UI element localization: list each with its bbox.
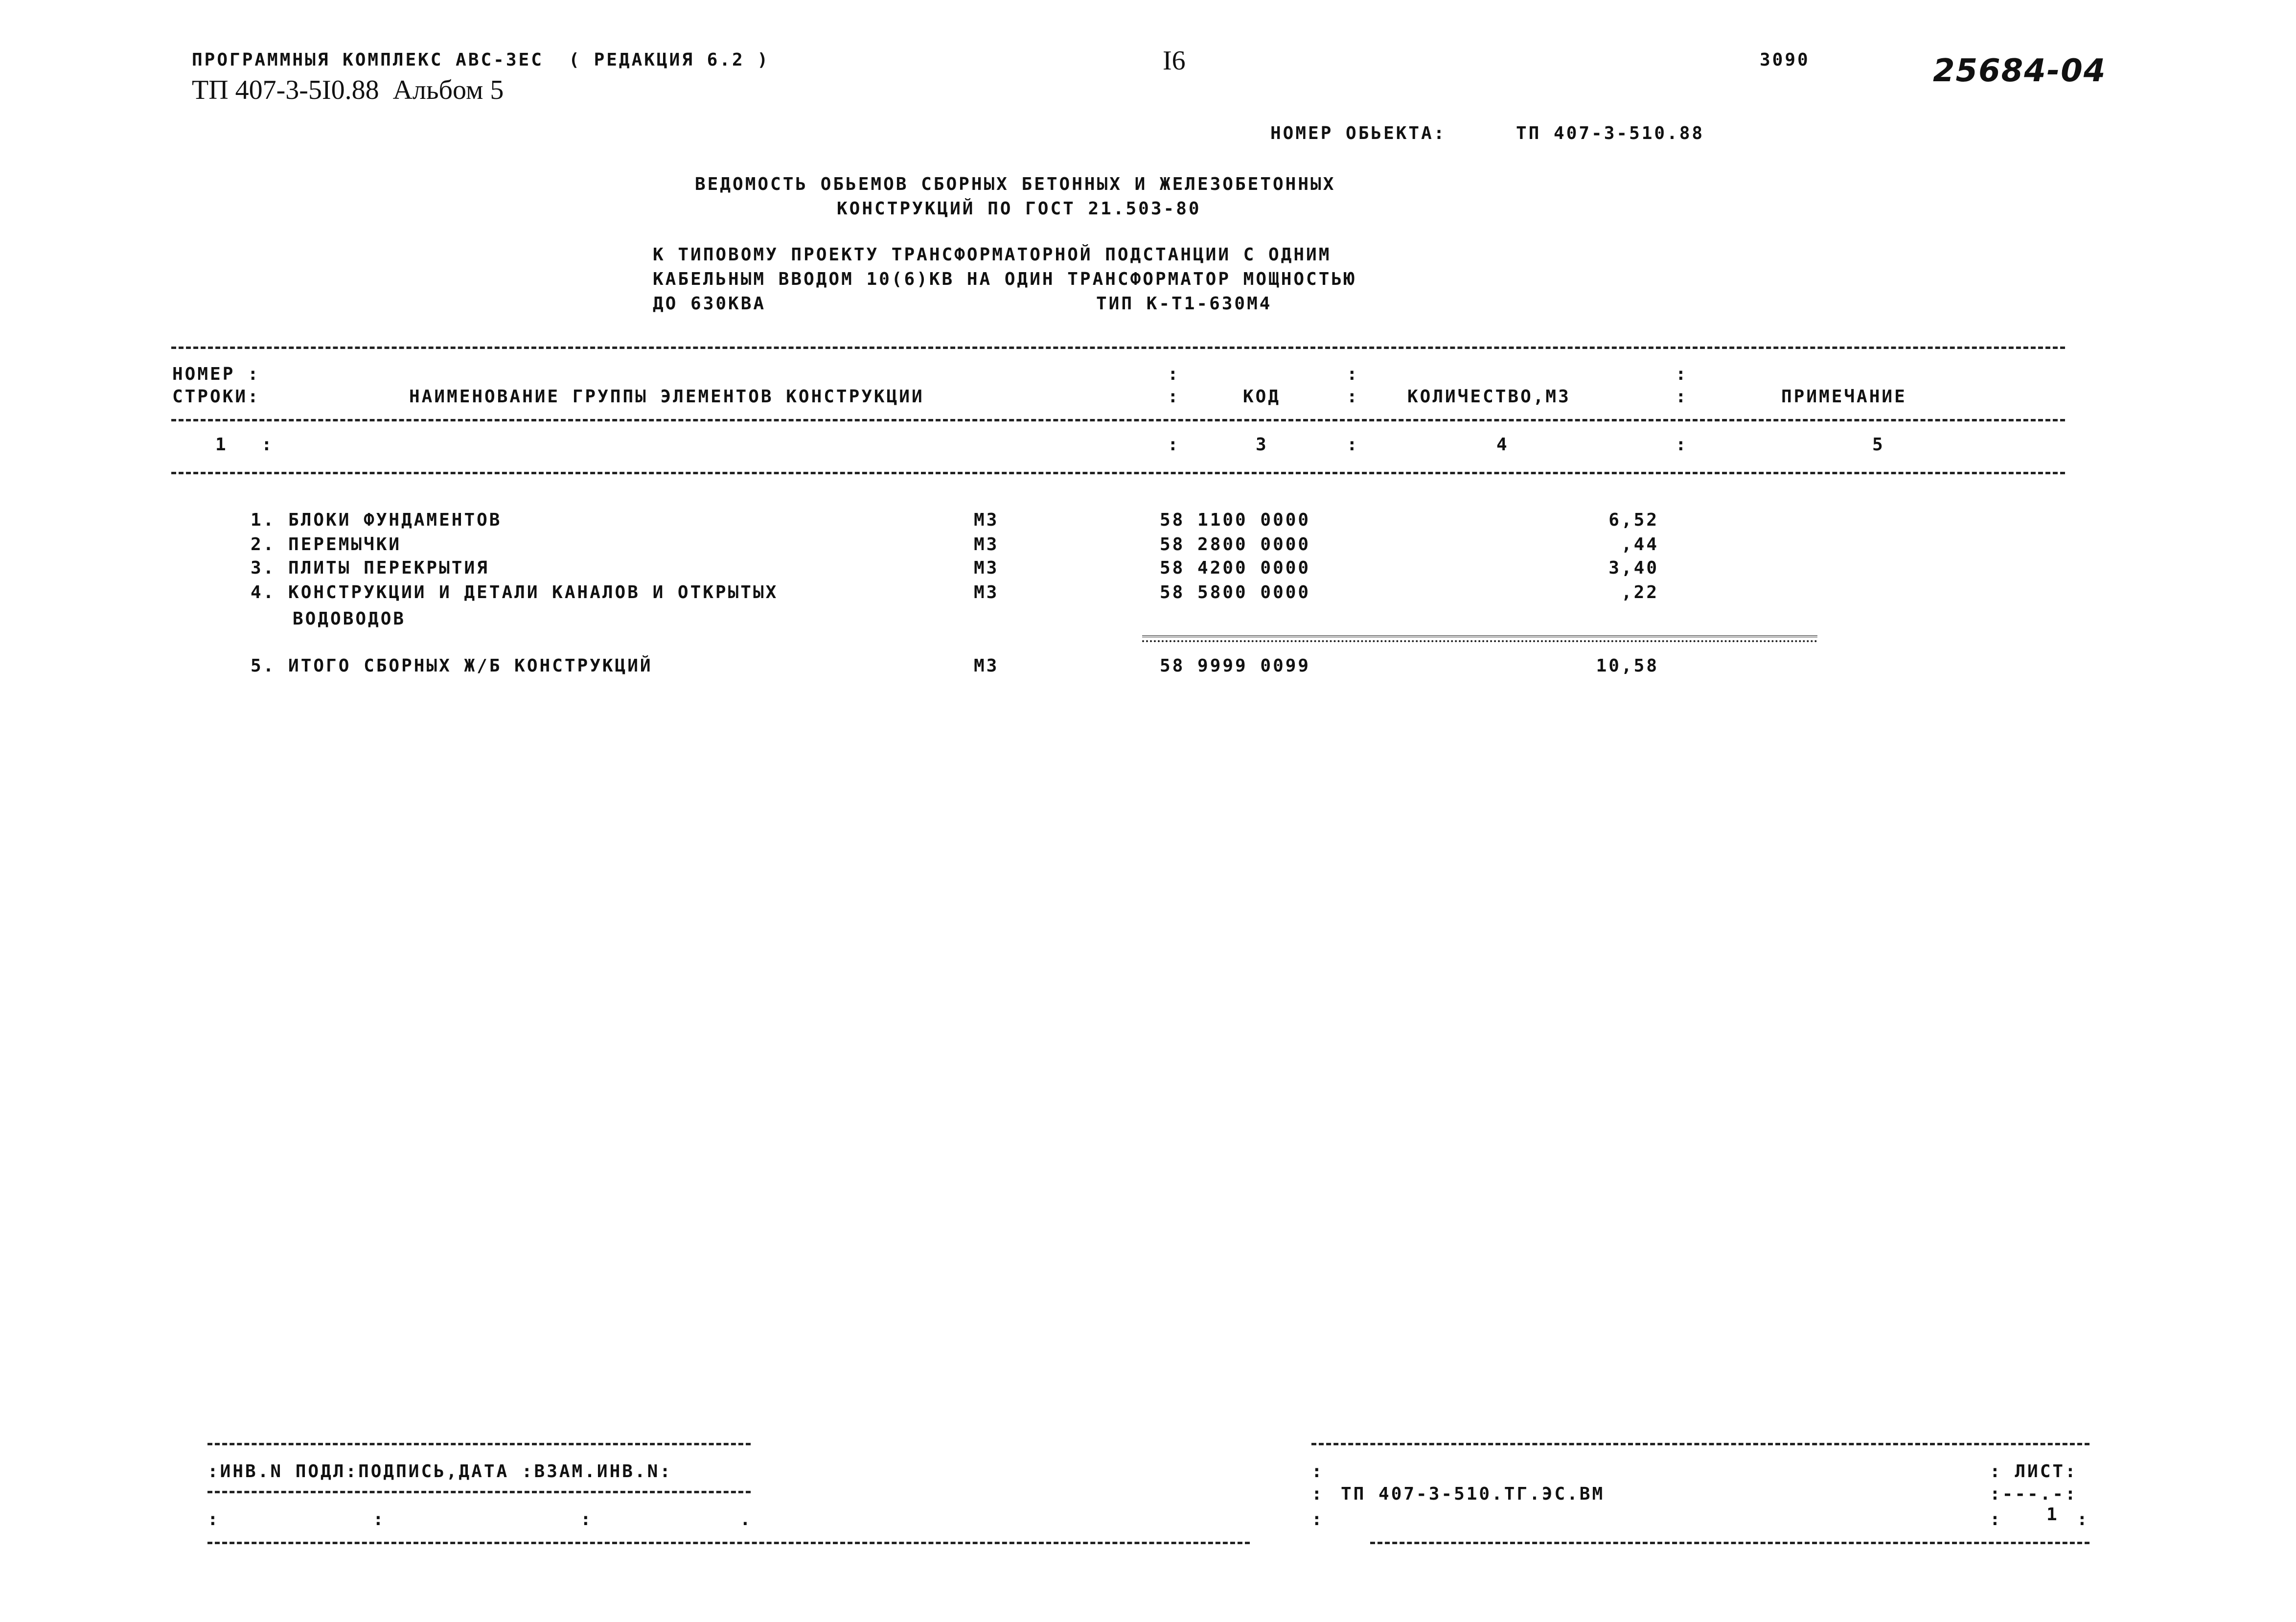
stamp-colon: : xyxy=(207,1509,220,1529)
header-num-line2: СТРОКИ: xyxy=(172,387,260,407)
row-unit: М3 xyxy=(974,558,999,578)
doc-code: ТП 407-3-510.ТГ.ЭС.ВМ xyxy=(1341,1484,1605,1504)
sep-colon: : xyxy=(261,435,274,455)
stamp-colon: : xyxy=(373,1509,386,1529)
stamp-mid-rule xyxy=(207,1491,751,1493)
header-code: КОД xyxy=(1243,387,1281,407)
titleblock-top-rule xyxy=(1311,1443,2089,1445)
sep-colon: : xyxy=(1168,387,1180,407)
code-3090: 3090 xyxy=(1760,50,1810,70)
sep-colon: : xyxy=(1676,387,1688,407)
title-line-3: К ТИПОВОМУ ПРОЕКТУ ТРАНСФОРМАТОРНОЙ ПОДСТАНЦИИ С ОДНИМ xyxy=(653,245,1332,265)
row-unit: М3 xyxy=(974,534,999,555)
total-name: 5. ИТОГО СБОРНЫХ Ж/Б КОНСТРУКЦИЙ xyxy=(251,656,653,676)
header-rule xyxy=(171,419,2065,421)
title-line-1: ВЕДОМОСТЬ ОБЬЕМОВ СБОРНЫХ БЕТОННЫХ И ЖЕЛЕЗОБЕТОННЫХ xyxy=(695,174,1336,194)
header-num-line1: НОМЕР : xyxy=(172,364,260,384)
row-qty: 3,40 xyxy=(1608,558,1659,578)
row-code: 58 4200 0000 xyxy=(1160,558,1311,578)
object-value: ТП 407-3-510.88 xyxy=(1516,123,1705,143)
row-name: 4. КОНСТРУКЦИИ И ДЕТАЛИ КАНАЛОВ И ОТКРЫТЫХ xyxy=(251,582,779,602)
sheet-label: : ЛИСТ: xyxy=(1990,1461,2078,1482)
sheet-value: 1 xyxy=(2046,1505,2059,1525)
header-qty: КОЛИЧЕСТВО,М3 xyxy=(1407,387,1571,407)
title-line-5a: ДО 630КВА xyxy=(653,294,766,314)
titleblock-colon: : xyxy=(1311,1484,1324,1504)
titleblock-colon: : xyxy=(2077,1509,2089,1529)
sep-colon: : xyxy=(1676,364,1688,384)
total-qty: 10,58 xyxy=(1596,656,1659,676)
stamp-colon: : xyxy=(580,1509,593,1529)
row-code: 58 2800 0000 xyxy=(1160,534,1311,555)
sep-colon: : xyxy=(1347,387,1359,407)
titleblock-colon: : xyxy=(1990,1509,2002,1529)
stamp-bottom-rule xyxy=(207,1542,1250,1544)
header-note: ПРИМЕЧАНИЕ xyxy=(1781,387,1907,407)
stamp-labels: :ИНВ.N ПОДЛ:ПОДПИСЬ,ДАТА :ВЗАМ.ИНВ.N: xyxy=(207,1461,672,1482)
sep-colon: : xyxy=(1168,435,1180,455)
row-code: 58 5800 0000 xyxy=(1160,582,1311,602)
stamp-dot: . xyxy=(740,1509,753,1529)
col-num-5: 5 xyxy=(1872,435,1885,455)
titleblock-colon: : xyxy=(1311,1461,1324,1482)
row-qty: 6,52 xyxy=(1608,510,1659,530)
title-line-4: КАБЕЛЬНЫМ ВВОДОМ 10(6)КВ НА ОДИН ТРАНСФОРМАТОР МОЩНОСТЬЮ xyxy=(653,269,1356,289)
stamp-top-rule xyxy=(207,1443,751,1445)
col-num-3: 3 xyxy=(1256,435,1268,455)
object-label: НОМЕР ОБЬЕКТА: xyxy=(1270,123,1446,143)
titleblock-colon: : xyxy=(1311,1509,1324,1529)
header-name: НАИМЕНОВАНИЕ ГРУППЫ ЭЛЕМЕНТОВ КОНСТРУКЦИИ xyxy=(409,387,924,407)
row-name: 1. БЛОКИ ФУНДАМЕНТОВ xyxy=(251,510,502,530)
row-name: 2. ПЕРЕМЫЧКИ xyxy=(251,534,402,555)
row-name: 3. ПЛИТЫ ПЕРЕКРЫТИЯ xyxy=(251,558,489,578)
row-code: 58 1100 0000 xyxy=(1160,510,1311,530)
table-top-rule xyxy=(171,347,2065,349)
program-header: ПРОГРАММНЫЯ КОМПЛЕКС АВС-ЗЕС ( РЕДАКЦИЯ 6.2 ) xyxy=(192,50,770,70)
sheet-rule: :---.-: xyxy=(1990,1484,2078,1504)
total-code: 58 9999 0099 xyxy=(1160,656,1311,676)
page-number: I6 xyxy=(1163,46,1186,76)
sep-colon: : xyxy=(1347,435,1359,455)
title-line-5b: ТИП К-Т1-630М4 xyxy=(1096,294,1272,314)
row-name-cont: ВОДОВОДОВ xyxy=(293,609,406,629)
sep-colon: : xyxy=(1676,435,1688,455)
handwritten-number: 25684-04 xyxy=(1933,53,2107,89)
col-num-1: 1 xyxy=(215,435,228,455)
columns-rule xyxy=(171,472,2065,474)
sep-colon: : xyxy=(1168,364,1180,384)
total-separator xyxy=(1142,635,1817,642)
row-qty: ,22 xyxy=(1621,582,1659,602)
row-unit: М3 xyxy=(974,582,999,602)
project-title: ТП 407-3-5I0.88 Альбом 5 xyxy=(192,75,504,105)
total-unit: М3 xyxy=(974,656,999,676)
row-unit: М3 xyxy=(974,510,999,530)
titleblock-bottom-rule xyxy=(1370,1542,2089,1544)
col-num-4: 4 xyxy=(1496,435,1509,455)
row-qty: ,44 xyxy=(1621,534,1659,555)
title-line-2: КОНСТРУКЦИЙ ПО ГОСТ 21.503-80 xyxy=(837,199,1201,219)
sep-colon: : xyxy=(1347,364,1359,384)
